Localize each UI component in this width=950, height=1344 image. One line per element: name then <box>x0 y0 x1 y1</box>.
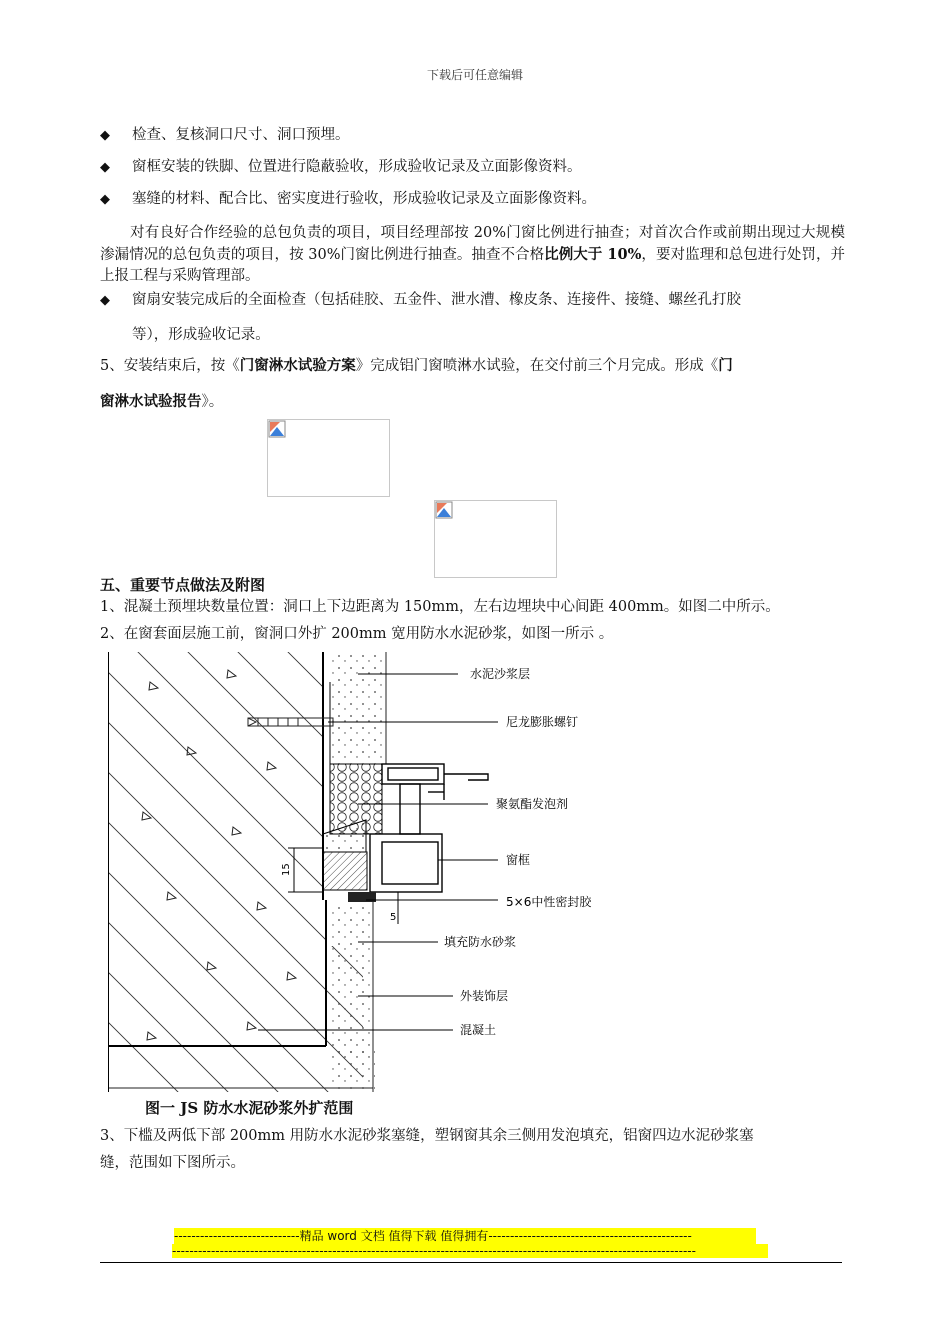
section-5-item-2: 2、在窗套面层施工前，窗洞口外扩 200mm 宽用防水水泥砂浆，如图一所示 。 <box>100 626 614 642</box>
diamond-bullet-icon: ◆ <box>100 192 110 207</box>
image-placeholder-2 <box>434 500 557 578</box>
label-concrete: 混凝土 <box>460 1023 497 1037</box>
bullet-item-3 <box>100 189 850 210</box>
figure-caption: 图一 JS 防水水泥砂浆外扩范围 <box>145 1099 354 1117</box>
page-header: 下载后可任意编辑 <box>426 68 523 82</box>
bullet-text: 检查、复核洞口尺寸、洞口预埋。 <box>132 127 350 143</box>
item-bold-text: 窗淋水试验报告 <box>100 393 202 410</box>
section-5-item-1: 1、混凝土预埋块数量位置：洞口上下边距离为 150mm，左右边埋块中心间距 400mm。如图二中所示。 <box>100 599 780 615</box>
item-text: 》完成铝门窗喷淋水试验，在交付前三个月完成。形成《 <box>355 358 719 374</box>
dimension-label: 15 <box>281 863 292 876</box>
footer-banner-line-1: -----------------------------精品 word 文档 值得下载 值得拥有----------------------------------------------- <box>174 1228 756 1244</box>
item-3-line-1: 3、下槛及两低下部 200mm 用防水水泥砂浆塞缝，塑钢窗其余三侧用发泡填充，铝窗四边水泥砂浆塞 <box>100 1128 754 1144</box>
window-frame-profile <box>370 764 488 892</box>
item-text: 5、安装结束后，按《 <box>100 358 240 374</box>
image-placeholder-1 <box>267 419 390 497</box>
item-bold-text: 门窗淋水试验方案 <box>239 357 356 374</box>
label-window-frame: 窗框 <box>506 853 531 867</box>
dimension-label: 5 <box>390 912 397 923</box>
label-waterproof-mortar: 填充防水砂浆 <box>444 935 517 949</box>
label-sealant: 5×6中性密封胶 <box>506 895 592 909</box>
bullet-item-4 <box>100 290 850 311</box>
para-bold-text: 比例大于 10% <box>544 246 642 263</box>
item-text: 》。 <box>201 394 224 410</box>
label-nylon-screw: 尼龙膨胀螺钉 <box>506 715 579 729</box>
item-3-line-2: 缝，范围如下图所示。 <box>100 1155 245 1171</box>
concrete-hatch <box>108 652 668 1092</box>
bullet-text: 窗框安装的铁脚、位置进行隐蔽验收，形成验收记录及立面影像资料。 <box>132 159 582 175</box>
label-pu-foam: 聚氨酯发泡剂 <box>496 797 569 811</box>
item-5-line-1 <box>100 356 850 376</box>
bullet-text: 塞缝的材料、配合比、密实度进行验收，形成验收记录及立面影像资料。 <box>132 191 596 207</box>
label-decoration-layer: 外装饰层 <box>460 989 509 1003</box>
inspection-paragraph <box>100 223 845 287</box>
item-bold-text: 门 <box>718 357 733 374</box>
diamond-bullet-icon: ◆ <box>100 160 110 175</box>
bullet-text: 窗扇安装完成后的全面检查（包括硅胶、五金件、泄水漕、橡皮条、连接件、接缝、螺丝孔打胶 <box>132 292 741 308</box>
label-cement-mortar: 水泥沙浆层 <box>470 667 531 681</box>
diamond-bullet-icon: ◆ <box>100 128 110 143</box>
diamond-bullet-icon: ◆ <box>100 293 110 308</box>
bullet-item-4-continued: 等），形成验收记录。 <box>132 327 270 343</box>
broken-image-icon <box>268 420 286 438</box>
broken-image-icon <box>435 501 453 519</box>
item-5-line-2 <box>100 392 850 412</box>
para-text: ，要对监理和总包进行处罚，并上报工程与采购管理部。 <box>100 247 846 284</box>
bullet-item-2 <box>100 157 850 178</box>
bullet-item-1 <box>100 125 850 146</box>
footer-divider <box>100 1262 842 1263</box>
footer-banner-line-2: ------------------------------------------------------------------------------------------------------------------------- <box>172 1244 768 1258</box>
section-5-title: 五、重要节点做法及附图 <box>100 576 266 594</box>
para-text: 对有良好合作经验的总包负责的项目，项目经理部按 20%门窗比例进行抽查；对首次合作或前期出现过大规模渗漏情况的总包负责的项目，按 30%门窗比例进行抽查。抽查不合格 <box>100 225 845 263</box>
window-frame-detail-drawing <box>108 652 668 1092</box>
